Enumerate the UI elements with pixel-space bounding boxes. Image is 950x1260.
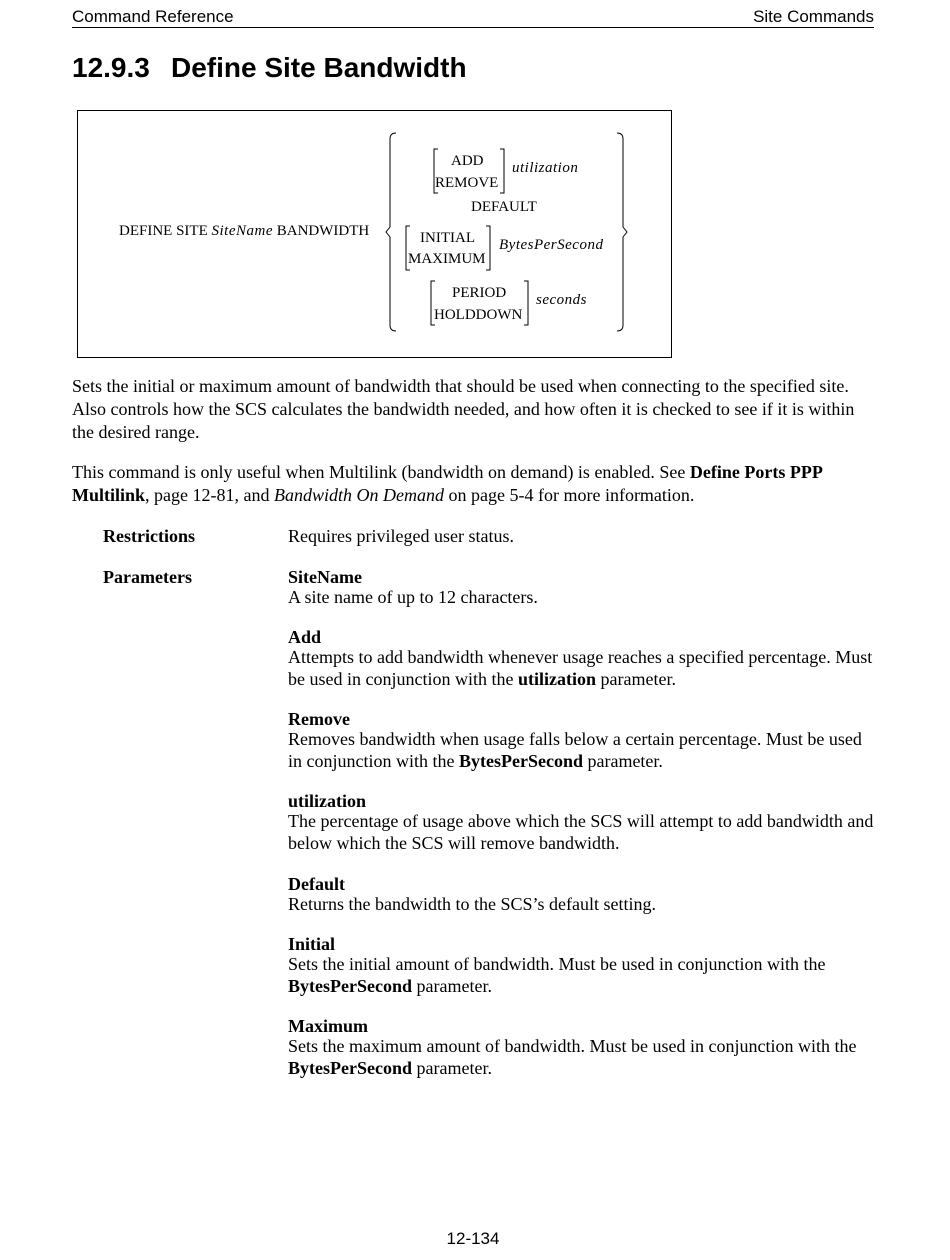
command-syntax (119, 224, 369, 239)
header-right: Site Commands (753, 7, 874, 26)
page-number: 12-134 (446, 1229, 500, 1248)
param-maximum (288, 1015, 878, 1079)
param-add (288, 626, 878, 690)
default-option: DEFAULT (471, 199, 537, 215)
param-desc: Removes bandwidth when usage falls below a certain percentage. Must be used in conjunction with the BytesPerSecond parameter. (288, 729, 862, 771)
param-desc: The percentage of usage above which the SCS will attempt to add bandwidth and below which the SCS will remove bandwidth. (288, 811, 874, 853)
section-title: Define Site Bandwidth (171, 52, 467, 83)
parameters-label: Parameters (103, 567, 192, 587)
param-desc: Sets the maximum amount of bandwidth. Must be used in conjunction with the BytesPerSecond parameter. (288, 1036, 857, 1078)
param-initial (288, 933, 878, 997)
site-name-arg: SiteName (211, 223, 273, 239)
add-remove-right-bracket (500, 149, 504, 193)
initial-maximum-right-bracket (486, 226, 490, 270)
define-ports-ppp-multilink-ref: Define Ports PPP Multilink (72, 462, 822, 505)
add-option: ADD (451, 153, 484, 169)
remove-option: REMOVE (435, 175, 499, 191)
header-left: Command Reference (72, 7, 234, 26)
section-number: 12.9.3 (72, 52, 150, 83)
param-term: Initial (288, 934, 336, 954)
param-term: Add (288, 627, 322, 647)
intro-p2-text-b: , page 12-81, and (145, 485, 274, 505)
maximum-option: MAXIMUM (408, 251, 486, 267)
param-utilization (288, 790, 878, 854)
param-term: SiteName (288, 567, 362, 587)
initial-option: INITIAL (420, 230, 475, 246)
param-sitename (288, 566, 878, 608)
left-brace (386, 133, 396, 331)
param-default (288, 873, 878, 915)
param-desc: Attempts to add bandwidth whenever usage reaches a specified percentage. Must be used in conjunction with the utilization parameter. (288, 647, 873, 689)
param-term: Remove (288, 709, 350, 729)
syntax-box (77, 110, 672, 358)
period-option: PERIOD (452, 285, 507, 301)
restrictions-text: Requires privileged user status. (288, 526, 514, 546)
page-title (72, 52, 467, 84)
param-desc: Sets the initial amount of bandwidth. Must be used in conjunction with the BytesPerSecond parameter. (288, 954, 826, 996)
intro-p2-text-c: on page 5-4 for more information. (444, 485, 695, 505)
restrictions-label: Restrictions (103, 526, 195, 546)
holddown-option: HOLDDOWN (434, 307, 523, 323)
seconds-arg: seconds (536, 292, 587, 308)
right-brace (617, 133, 627, 331)
bandwidth-keyword: BANDWIDTH (276, 223, 370, 239)
param-term: Maximum (288, 1016, 368, 1036)
period-holddown-right-bracket (524, 281, 528, 325)
bandwidth-on-demand-ref: Bandwidth On Demand (274, 485, 444, 505)
define-site-keyword: DEFINE SITE (119, 223, 208, 239)
param-term: utilization (288, 791, 367, 811)
bytes-per-second-arg: BytesPerSecond (499, 237, 604, 253)
intro-paragraph-1: Sets the initial or maximum amount of bandwidth that should be used when connecting to the specified site. Also controls how the SCS calculates the bandwidth needed, and how often it is checked to see if it is within the desired range. (72, 376, 855, 442)
intro-p2-text-a: This command is only useful when Multilink (bandwidth on demand) is enabled. See (72, 462, 690, 482)
utilization-arg: utilization (512, 160, 579, 176)
param-remove (288, 708, 878, 772)
param-desc: Returns the bandwidth to the SCS’s default setting. (288, 894, 656, 914)
param-term: Default (288, 874, 345, 894)
intro-paragraph-2 (72, 461, 878, 507)
param-desc: A site name of up to 12 characters. (288, 587, 538, 607)
running-header (72, 7, 874, 28)
